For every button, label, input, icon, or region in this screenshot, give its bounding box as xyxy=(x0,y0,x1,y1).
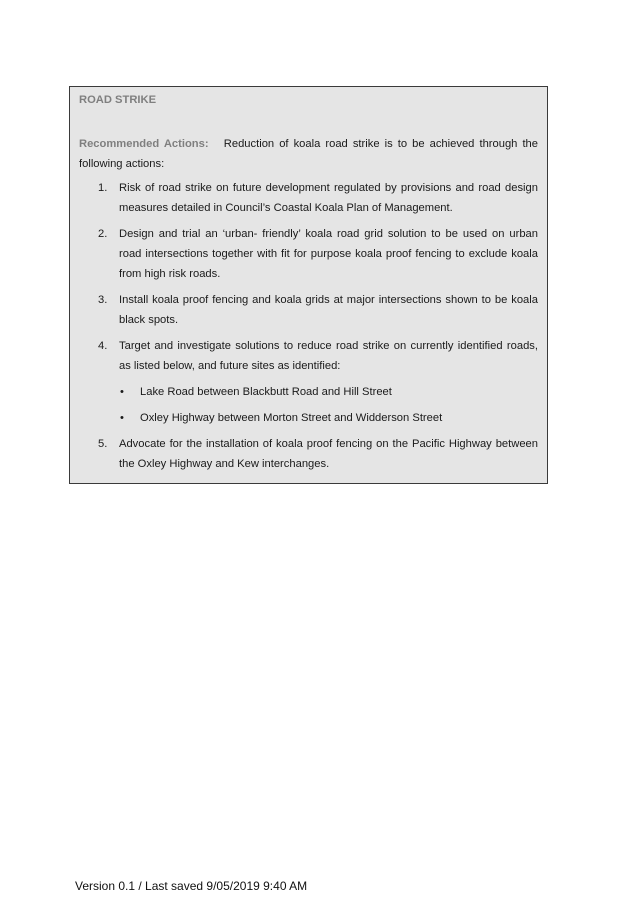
recommended-actions-intro xyxy=(79,134,538,174)
site-item xyxy=(119,408,538,428)
version-footer: Version 0.1 / Last saved 9/05/2019 9:40 AM xyxy=(75,879,308,893)
sites-list xyxy=(119,382,538,428)
recommended-actions-label: Recommended Actions: xyxy=(79,138,209,150)
section-title: ROAD STRIKE xyxy=(79,94,157,106)
road-strike-panel xyxy=(69,86,548,484)
action-item-4 xyxy=(79,336,538,428)
bullet-icon: • xyxy=(120,412,124,424)
action-item-1 xyxy=(79,178,538,218)
action-number: 3. xyxy=(98,294,108,306)
site-text: Lake Road between Blackbutt Road and Hill Street xyxy=(140,386,392,398)
action-number: 2. xyxy=(98,228,108,240)
action-number: 5. xyxy=(98,438,108,450)
action-text: Advocate for the installation of koala proof fencing on the Pacific Highway between the Oxley Highway and Kew interchanges. xyxy=(119,438,538,470)
bullet-icon: • xyxy=(120,386,124,398)
action-number: 4. xyxy=(98,340,108,352)
action-text: Risk of road strike on future development regulated by provisions and road design measures detailed in Council’s Coastal Koala Plan of Management. xyxy=(119,182,538,214)
action-item-2 xyxy=(79,224,538,284)
site-text: Oxley Highway between Morton Street and Widderson Street xyxy=(140,412,443,424)
action-item-5 xyxy=(79,434,538,474)
actions-list xyxy=(79,178,538,474)
action-text: Target and investigate solutions to reduce road strike on currently identified roads, as listed below, and future sites as identified: xyxy=(119,340,538,372)
action-number: 1. xyxy=(98,182,108,194)
site-item xyxy=(119,382,538,402)
recommended-actions-text: Reduction of koala road strike is to be achieved through the following actions: xyxy=(79,138,539,170)
action-text: Design and trial an ‘urban- friendly’ koala road grid solution to be used on urban road intersections together with fit for purpose koala proof fencing to exclude koala from high risk roads. xyxy=(119,228,538,280)
action-item-3 xyxy=(79,290,538,330)
action-text: Install koala proof fencing and koala grids at major intersections shown to be koala black spots. xyxy=(119,294,538,326)
